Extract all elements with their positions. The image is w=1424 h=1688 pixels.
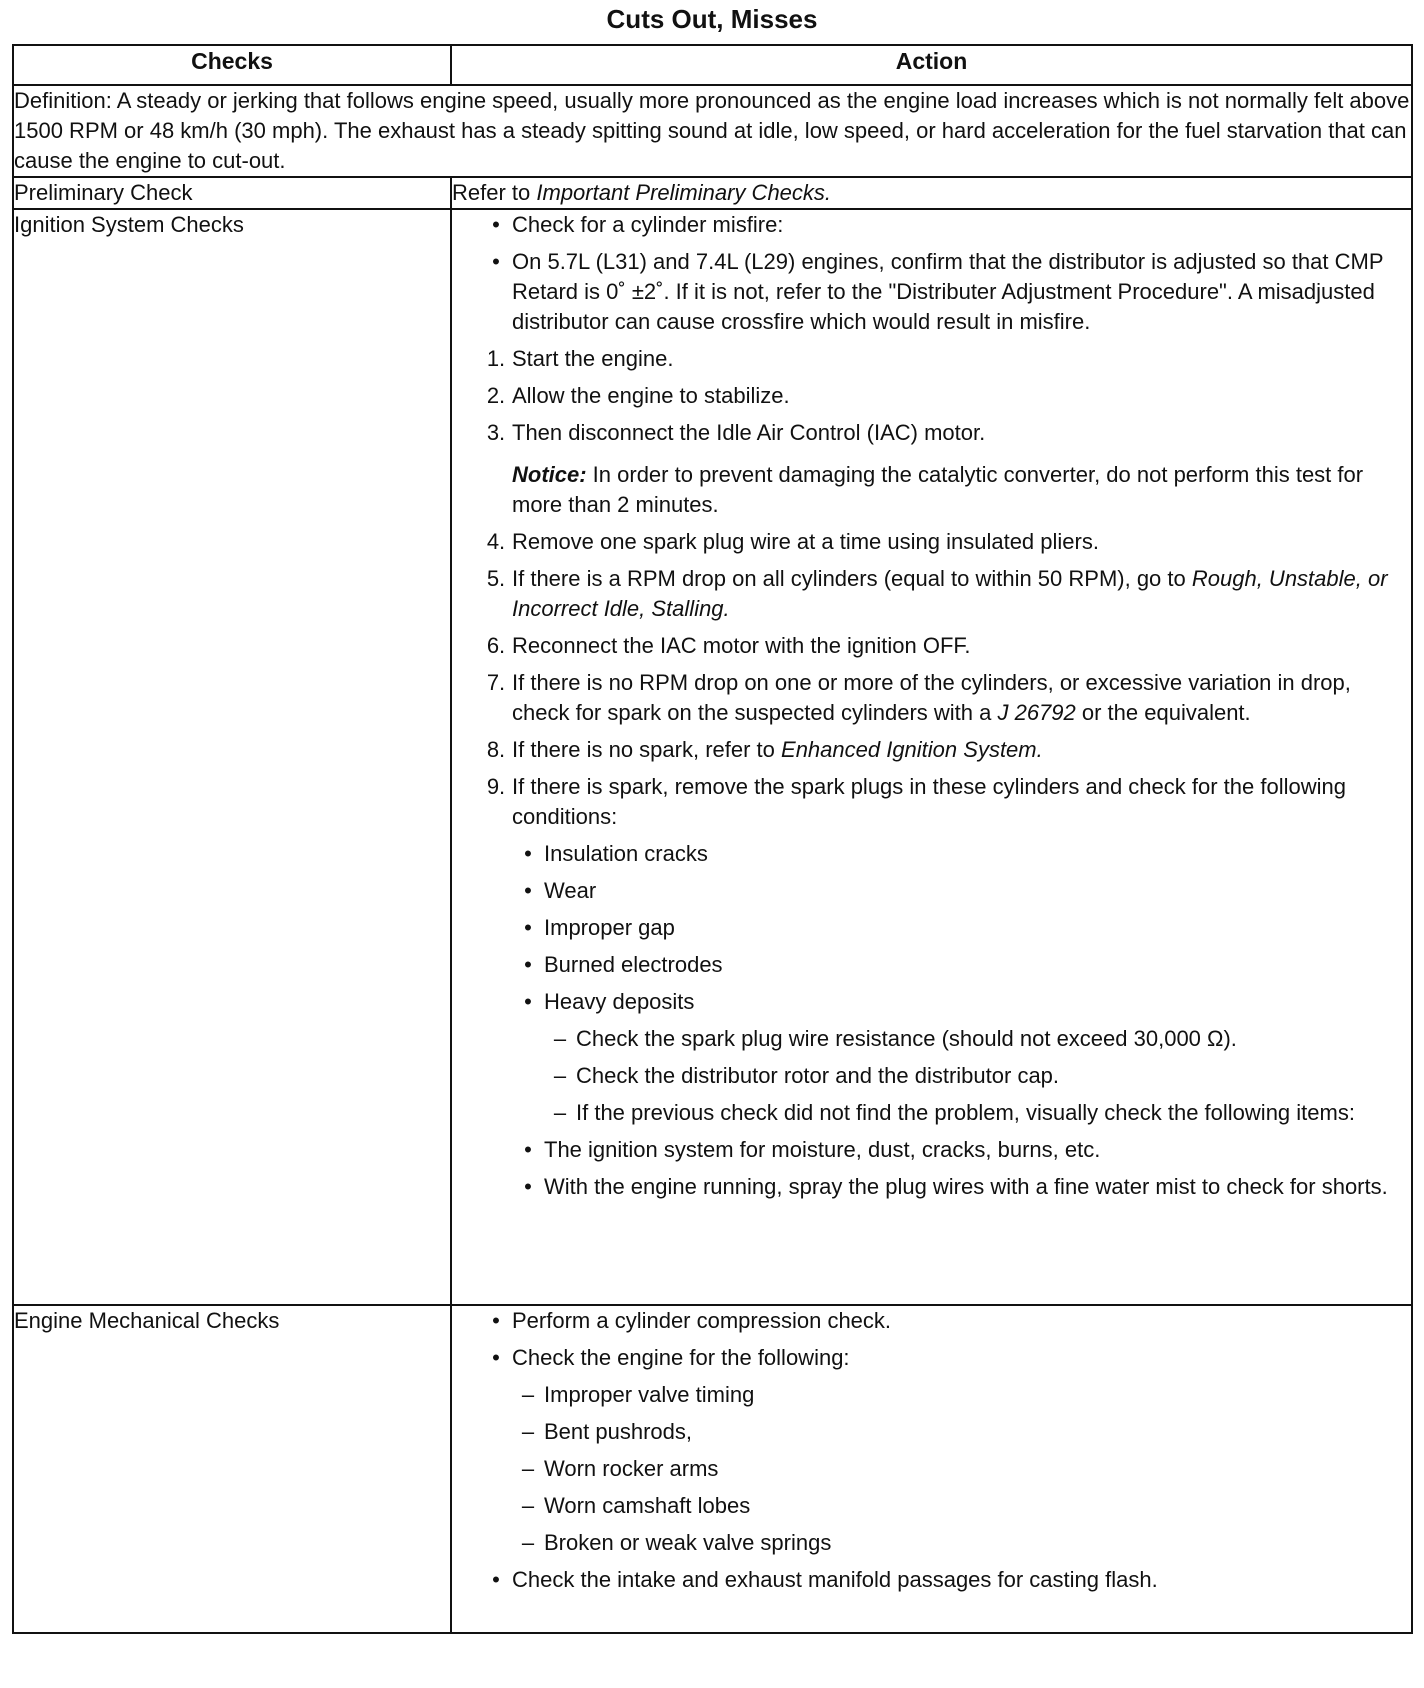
list-item: [452, 987, 1411, 1017]
dash-marker: –: [521, 1530, 535, 1555]
step-number: 8.: [486, 737, 506, 762]
sub-check-text: If the previous check did not find the problem, visually check the following items:: [576, 1100, 1355, 1125]
dash-marker: –: [553, 1063, 567, 1088]
notice-block: [452, 460, 1411, 520]
header-action: Action: [451, 45, 1412, 85]
diagnostic-table: [12, 44, 1413, 1634]
list-item: [452, 1061, 1411, 1091]
page-title: Cuts Out, Misses: [606, 4, 818, 34]
step-text: [512, 735, 1411, 765]
item-text: With the engine running, spray the plug wires with a fine water mist to check for shorts.: [544, 1174, 1388, 1199]
step-number: 2.: [486, 383, 506, 408]
dash-marker: –: [553, 1100, 567, 1125]
list-item: [452, 1135, 1411, 1165]
list-item: [452, 631, 1411, 661]
step-text: Start the engine.: [512, 346, 674, 371]
bullet-marker: •: [524, 878, 532, 903]
dash-marker: –: [521, 1419, 535, 1444]
step-text-suffix: or the equivalent.: [1075, 700, 1251, 725]
bullet-marker: •: [524, 989, 532, 1014]
bullet-marker: •: [524, 841, 532, 866]
sub-check-text: Check the distributor rotor and the distributor cap.: [576, 1063, 1060, 1088]
condition-text: Wear: [544, 878, 597, 903]
ignition-row: [13, 209, 1412, 1305]
bullet-marker: •: [492, 212, 500, 237]
step-text: [512, 564, 1411, 624]
bullet-marker: •: [492, 249, 500, 274]
dash-marker: –: [553, 1026, 567, 1051]
tool-reference: J 26792: [997, 700, 1076, 725]
ignition-bullet-text: On 5.7L (L31) and 7.4L (L29) engines, confirm that the distributor is adjusted so that CMP Retard is 0˚ ±2˚. If it is not, refer to the "Distributer Adjustment Procedure". A misadjusted distributor can cause crossfire which would result in misfire.: [512, 249, 1384, 334]
list-item: [452, 876, 1411, 906]
list-item: [452, 344, 1411, 374]
list-item: [452, 1380, 1411, 1410]
mechanical-check-label: Engine Mechanical Checks: [13, 1305, 451, 1633]
list-item: [452, 1565, 1411, 1595]
sub-check-text: Check the spark plug wire resistance (should not exceed 30,000 Ω).: [576, 1026, 1237, 1051]
condition-text: Burned electrodes: [544, 952, 723, 977]
list-item: [452, 381, 1411, 411]
list-item: [452, 668, 1411, 728]
list-item: [452, 1343, 1411, 1373]
step-text: Allow the engine to stabilize.: [512, 383, 790, 408]
step-text: Reconnect the IAC motor with the ignition OFF.: [512, 633, 971, 658]
dash-marker: –: [521, 1382, 535, 1407]
list-item: [452, 1306, 1411, 1336]
mechanical-item-text: Broken or weak valve springs: [544, 1530, 832, 1555]
preliminary-row: [13, 177, 1412, 209]
step-number: 6.: [486, 633, 506, 658]
step-number: 5.: [486, 566, 506, 591]
ignition-bullet-text: Check for a cylinder misfire:: [512, 212, 784, 237]
list-item: [452, 735, 1411, 765]
bullet-marker: •: [524, 1174, 532, 1199]
bullet-marker: •: [524, 915, 532, 940]
ignition-action: [451, 209, 1412, 1305]
list-item: [452, 1098, 1411, 1128]
step-number: 1.: [486, 346, 506, 371]
bullet-marker: •: [492, 1308, 500, 1333]
mechanical-item-text: Improper valve timing: [544, 1382, 755, 1407]
header-checks: Checks: [13, 45, 451, 85]
notice-label: Notice:: [512, 462, 587, 487]
bullet-marker: •: [492, 1567, 500, 1592]
step-reference: Rough, Unstable, or Incorrect Idle, Stalling.: [512, 566, 1388, 621]
preliminary-action-reference: Important Preliminary Checks.: [536, 180, 832, 205]
list-item: [452, 527, 1411, 557]
step-number: 4.: [486, 529, 506, 554]
condition-text: Improper gap: [544, 915, 675, 940]
step-text: Remove one spark plug wire at a time using insulated pliers.: [512, 529, 1099, 554]
preliminary-check-label: Preliminary Check: [13, 177, 451, 209]
step-text-prefix: If there is a RPM drop on all cylinders (equal to within 50 RPM), go to: [512, 566, 1192, 591]
list-item: [452, 913, 1411, 943]
definition-row: [13, 85, 1412, 177]
mechanical-bullet-text: Check the intake and exhaust manifold passages for casting flash.: [512, 1567, 1158, 1592]
list-item: [452, 950, 1411, 980]
list-item: [452, 418, 1411, 448]
mechanical-action: [451, 1305, 1412, 1633]
header-row: [13, 45, 1412, 85]
list-item: [452, 839, 1411, 869]
mechanical-item-text: Bent pushrods,: [544, 1419, 692, 1444]
list-item: [452, 772, 1411, 832]
list-item: [452, 247, 1411, 337]
list-item: [452, 210, 1411, 240]
condition-text: Heavy deposits: [544, 989, 695, 1014]
mechanical-bullet-text: Perform a cylinder compression check.: [512, 1308, 892, 1333]
bullet-marker: •: [524, 1137, 532, 1162]
step-text: Then disconnect the Idle Air Control (IAC) motor.: [512, 420, 986, 445]
step-text: If there is spark, remove the spark plugs in these cylinders and check for the following conditions:: [512, 774, 1346, 829]
bullet-marker: •: [524, 952, 532, 977]
step-number: 3.: [486, 420, 506, 445]
mechanical-item-text: Worn camshaft lobes: [544, 1493, 751, 1518]
step-number: 9.: [486, 774, 506, 799]
list-item: [452, 564, 1411, 624]
mechanical-bullet-text: Check the engine for the following:: [512, 1345, 850, 1370]
bullet-marker: •: [492, 1345, 500, 1370]
ignition-check-label: Ignition System Checks: [13, 209, 451, 1305]
list-item: [452, 1024, 1411, 1054]
list-item: [452, 1417, 1411, 1447]
step-text-prefix: If there is no RPM drop on one or more of the cylinders, or excessive variation in drop, check for spark on the suspected cylinders with a: [512, 670, 1351, 725]
list-item: [452, 1454, 1411, 1484]
preliminary-action-prefix: Refer to: [452, 180, 537, 205]
dash-marker: –: [521, 1493, 535, 1518]
step-number: 7.: [486, 670, 506, 695]
preliminary-action: [451, 177, 1412, 209]
item-text: The ignition system for moisture, dust, cracks, burns, etc.: [544, 1137, 1101, 1162]
mechanical-item-text: Worn rocker arms: [544, 1456, 719, 1481]
notice-text: In order to prevent damaging the catalytic converter, do not perform this test for more than 2 minutes.: [512, 462, 1364, 517]
step-text-prefix: If there is no spark, refer to: [512, 737, 782, 762]
condition-text: Insulation cracks: [544, 841, 708, 866]
step-reference: Enhanced Ignition System.: [781, 737, 1043, 762]
dash-marker: –: [521, 1456, 535, 1481]
list-item: [452, 1491, 1411, 1521]
step-text: [512, 668, 1411, 728]
definition-text: Definition: A steady or jerking that follows engine speed, usually more pronounced as the engine load increases which is not normally felt above 1500 RPM or 48 km/h (30 mph). The exhaust has a steady spitting sound at idle, low speed, or hard acceleration for the fuel starvation that can cause the engine to cut-out.: [13, 85, 1412, 177]
mechanical-row: [13, 1305, 1412, 1633]
list-item: [452, 1172, 1411, 1202]
list-item: [452, 1528, 1411, 1558]
